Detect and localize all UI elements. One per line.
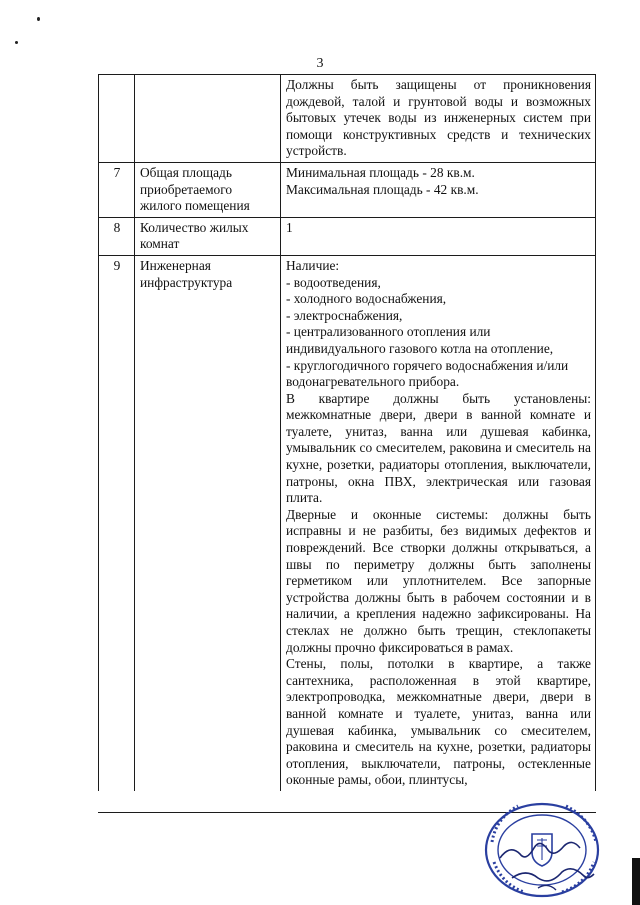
row-value: 1 [281,217,596,255]
scan-edge-mark [632,858,640,905]
requirements-table [98,74,596,791]
page-number: 3 [316,56,324,71]
row-number: 8 [99,217,135,255]
table-row [99,75,596,163]
max-area: Максимальная площадь - 42 кв.м. [286,181,479,197]
availability-item: - централизованного отопления или индивидуального газового котла на отопление, [286,324,554,356]
official-seal-stamp [482,798,612,898]
row-value [281,162,596,217]
table-row [99,217,596,255]
table-row [99,162,596,217]
scan-speck [15,41,18,44]
table-row [99,255,596,791]
availability-item: - электроснабжения, [286,307,403,323]
row-number [99,75,135,163]
availability-item: - круглогодичного горячего водоснабжения и/или водонагревательного прибора. [286,357,569,390]
scan-speck [37,17,40,21]
row-name: Инженерная инфраструктура [135,255,281,791]
row-name [135,75,281,163]
seal-ring-lettering-icon [492,806,596,892]
door-window-paragraph: Дверные и оконные системы: должны быть исправны и не разбиты, без видимых дефектов и повреждений. Все створки должны открываться, а швы по периметру должны быть заполнены герметиком или уплотнителем. Все запорные устройства должны быть в рабочем состоянии и в наличии, а крепления надежно зафиксированы. На стеклах не должно быть трещин, стеклопакеты должны прочно фиксироваться в рамах. [286,506,591,655]
walls-floors-paragraph: Стены, полы, потолки в квартире, а также сантехника, расположенная в этой квартире, электропроводка, межкомнатные двери, двери в ванной комнате и туалете, унитаз, ванна или душевая кабинка, умывальник со смесителем, раковина и смеситель на кухне, розетки, радиаторы отопления, выключатели, патроны, остекленные оконные рамы, обои, плинтусы, [286,656,591,788]
availability-item: - холодного водоснабжения, [286,291,447,307]
availability-item: - водоотведения, [286,274,381,290]
row-number: 9 [99,255,135,791]
availability-heading: Наличие: [286,257,340,273]
row-value [281,255,596,791]
row-name: Количество жилых комнат [135,217,281,255]
row-value: Должны быть защищены от проникновения дождевой, талой и грунтовой воды и возможных бытовых утечек воды из инженерных систем при помощи конструктивных средств и технических устройств. [281,75,596,163]
min-area: Минимальная площадь - 28 кв.м. [286,164,475,180]
row-number: 7 [99,162,135,217]
installed-items-paragraph: В квартире должны быть установлены: межкомнатные двери, двери в ванной комнате и туалете, унитаз, ванна или душевая кабинка, умывальник со смесителем, раковина и смеситель на кухне, розетки, радиаторы отопления, выключатели, патроны, окна ПВХ, электрическая или газовая плита. [286,390,591,506]
row-name: Общая площадь приобретаемого жилого помещения [135,162,281,217]
